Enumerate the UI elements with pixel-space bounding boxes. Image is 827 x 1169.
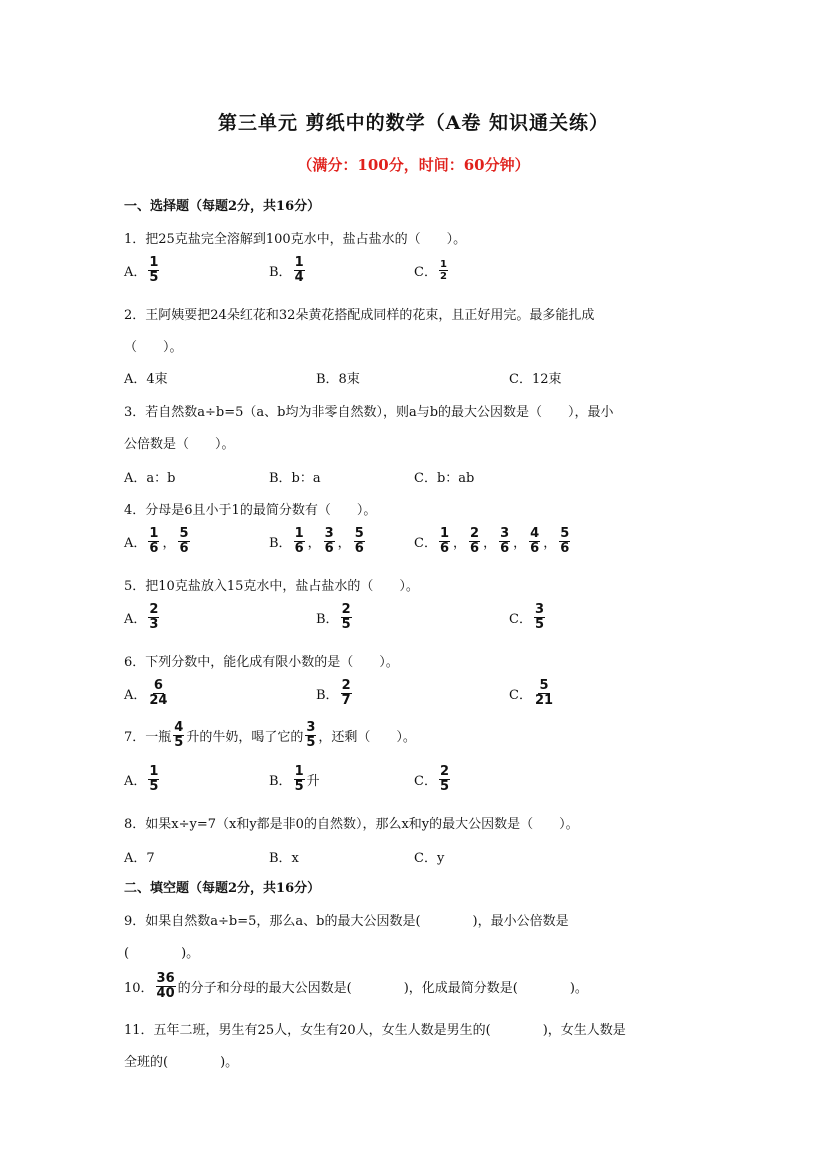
question-2-option-b: B．8束 [316,372,360,387]
question-8-text: 8．如果x÷y=7（x和y都是非0的自然数），那么x和y的最大公因数是（ ）。 [124,817,579,832]
section-fill-heading: 二、填空题（每题2分，共16分） [124,881,321,896]
fraction: $\frac{3}{5}$ [306,720,316,750]
question-4-option-a: A． $\frac{1}{6}$ ， $\frac{5}{6}$ [124,526,189,556]
question-4-option-b: B． $\frac{1}{6}$ ， $\frac{3}{6}$ ， $\frac{5}{6}$ [269,526,364,556]
question-6-option-c: C． $\frac{5}{21}$ [509,678,554,708]
question-6-text: 6．下列分数中，能化成有限小数的是（ ）。 [124,655,399,670]
fraction: $\frac{2}{6}$ [470,526,480,556]
question-2-option-c: C．12束 [509,372,562,387]
fraction: $\frac{6}{24}$ [149,678,168,708]
fraction: $\frac{1}{6}$ [294,526,304,556]
question-7-text: 7．一瓶 $\frac{4}{5}$ 升的牛奶，喝了它的 $\frac{3}{5}$ ，还剩（ ）。 [124,720,416,750]
comma-separator: ， [337,536,351,551]
question-3-option-b: B．b：a [269,471,321,486]
fraction: $\frac{36}{40}$ [156,971,175,1001]
page-title: 第三单元 剪纸中的数学（A卷 知识通关练） [218,112,609,134]
question-5-text: 5．把10克盐放入15克水中，盐占盐水的（ ）。 [124,579,419,594]
question-1-option-b: B． $\frac{1}{4}$ [269,255,304,285]
comma-separator: ， [543,536,557,551]
fraction: $\frac{3}{6}$ [324,526,334,556]
question-2-option-a: A．4束 [124,372,168,387]
fraction: $\frac{2}{5}$ [341,602,351,632]
fraction: $\frac{1}{6}$ [149,526,159,556]
question-1-option-c: C． $\frac{1}{2}$ [414,259,447,282]
question-1-option-a: A． $\frac{1}{5}$ [124,255,159,285]
comma-separator: ， [307,536,321,551]
question-6-option-b: B． $\frac{2}{7}$ [316,678,351,708]
question-3-option-a: A．a：b [124,471,176,486]
question-3-text-cont: 公倍数是（ ）。 [124,437,235,452]
question-4-text: 4．分母是6且小于1的最简分数有（ ）。 [124,503,377,518]
question-8-option-c: C．y [414,851,445,866]
question-3-text: 3．若自然数a÷b=5（a、b均为非零自然数），则a与b的最大公因数是（ ），最小 [124,405,614,420]
section-choice-heading: 一、选择题（每题2分，共16分） [124,199,321,214]
fraction: $\frac{1}{5}$ [149,764,159,794]
fraction: $\frac{1}{2}$ [439,259,447,282]
fraction: $\frac{2}{3}$ [149,602,159,632]
comma-separator: ， [483,536,497,551]
question-7-option-b: B． $\frac{1}{5}$ 升 [269,764,320,794]
question-11-text: 11．五年二班，男生有25人，女生有20人，女生人数是男生的( )，女生人数是 [124,1023,626,1038]
fraction: $\frac{4}{6}$ [530,526,540,556]
fraction: $\frac{2}{5}$ [439,764,449,794]
comma-separator: ， [162,536,176,551]
question-5-option-a: A． $\frac{2}{3}$ [124,602,159,632]
question-11-text-cont: 全班的( )。 [124,1055,239,1070]
fraction: $\frac{5}{6}$ [560,526,570,556]
fraction: $\frac{1}{4}$ [294,255,304,285]
fraction: $\frac{3}{5}$ [534,602,544,632]
fraction: $\frac{2}{7}$ [341,678,351,708]
fraction: $\frac{1}{5}$ [294,764,304,794]
question-10-text: 10． $\frac{36}{40}$ 的分子和分母的最大公因数是( )，化成最简分数是( )。 [124,971,588,1001]
question-9-text-cont: ( )。 [124,946,200,961]
fraction: $\frac{1}{5}$ [149,255,159,285]
question-8-option-b: B．x [269,851,299,866]
fraction: $\frac{3}{6}$ [500,526,510,556]
question-5-option-b: B． $\frac{2}{5}$ [316,602,351,632]
question-7-option-c: C． $\frac{2}{5}$ [414,764,449,794]
page-subtitle: （满分：100分，时间：60分钟） [297,156,530,174]
question-1-text: 1．把25克盐完全溶解到100克水中，盐占盐水的（ ）。 [124,232,467,247]
question-2-text-cont: （ ）。 [124,340,183,355]
fraction: $\frac{5}{6}$ [179,526,189,556]
fraction: $\frac{1}{6}$ [439,526,449,556]
question-9-text: 9．如果自然数a÷b=5，那么a、b的最大公因数是( )，最小公倍数是 [124,914,569,929]
question-4-option-c: C． $\frac{1}{6}$ ， $\frac{2}{6}$ ， $\frac{3}{6}$ ， $\frac{4}{6}$ ， $\frac{5}{6}$ [414,526,570,556]
fraction: $\frac{5}{21}$ [534,678,554,708]
question-2-text: 2．王阿姨要把24朵红花和32朵黄花搭配成同样的花束，且正好用完。最多能扎成 [124,308,595,323]
fraction: $\frac{5}{6}$ [354,526,364,556]
question-6-option-a: A． $\frac{6}{24}$ [124,678,168,708]
comma-separator: ， [453,536,467,551]
fraction: $\frac{4}{5}$ [174,720,184,750]
question-7-option-a: A． $\frac{1}{5}$ [124,764,159,794]
question-5-option-c: C． $\frac{3}{5}$ [509,602,544,632]
question-8-option-a: A．7 [124,851,155,866]
question-3-option-c: C．b：ab [414,471,475,486]
comma-separator: ， [513,536,527,551]
